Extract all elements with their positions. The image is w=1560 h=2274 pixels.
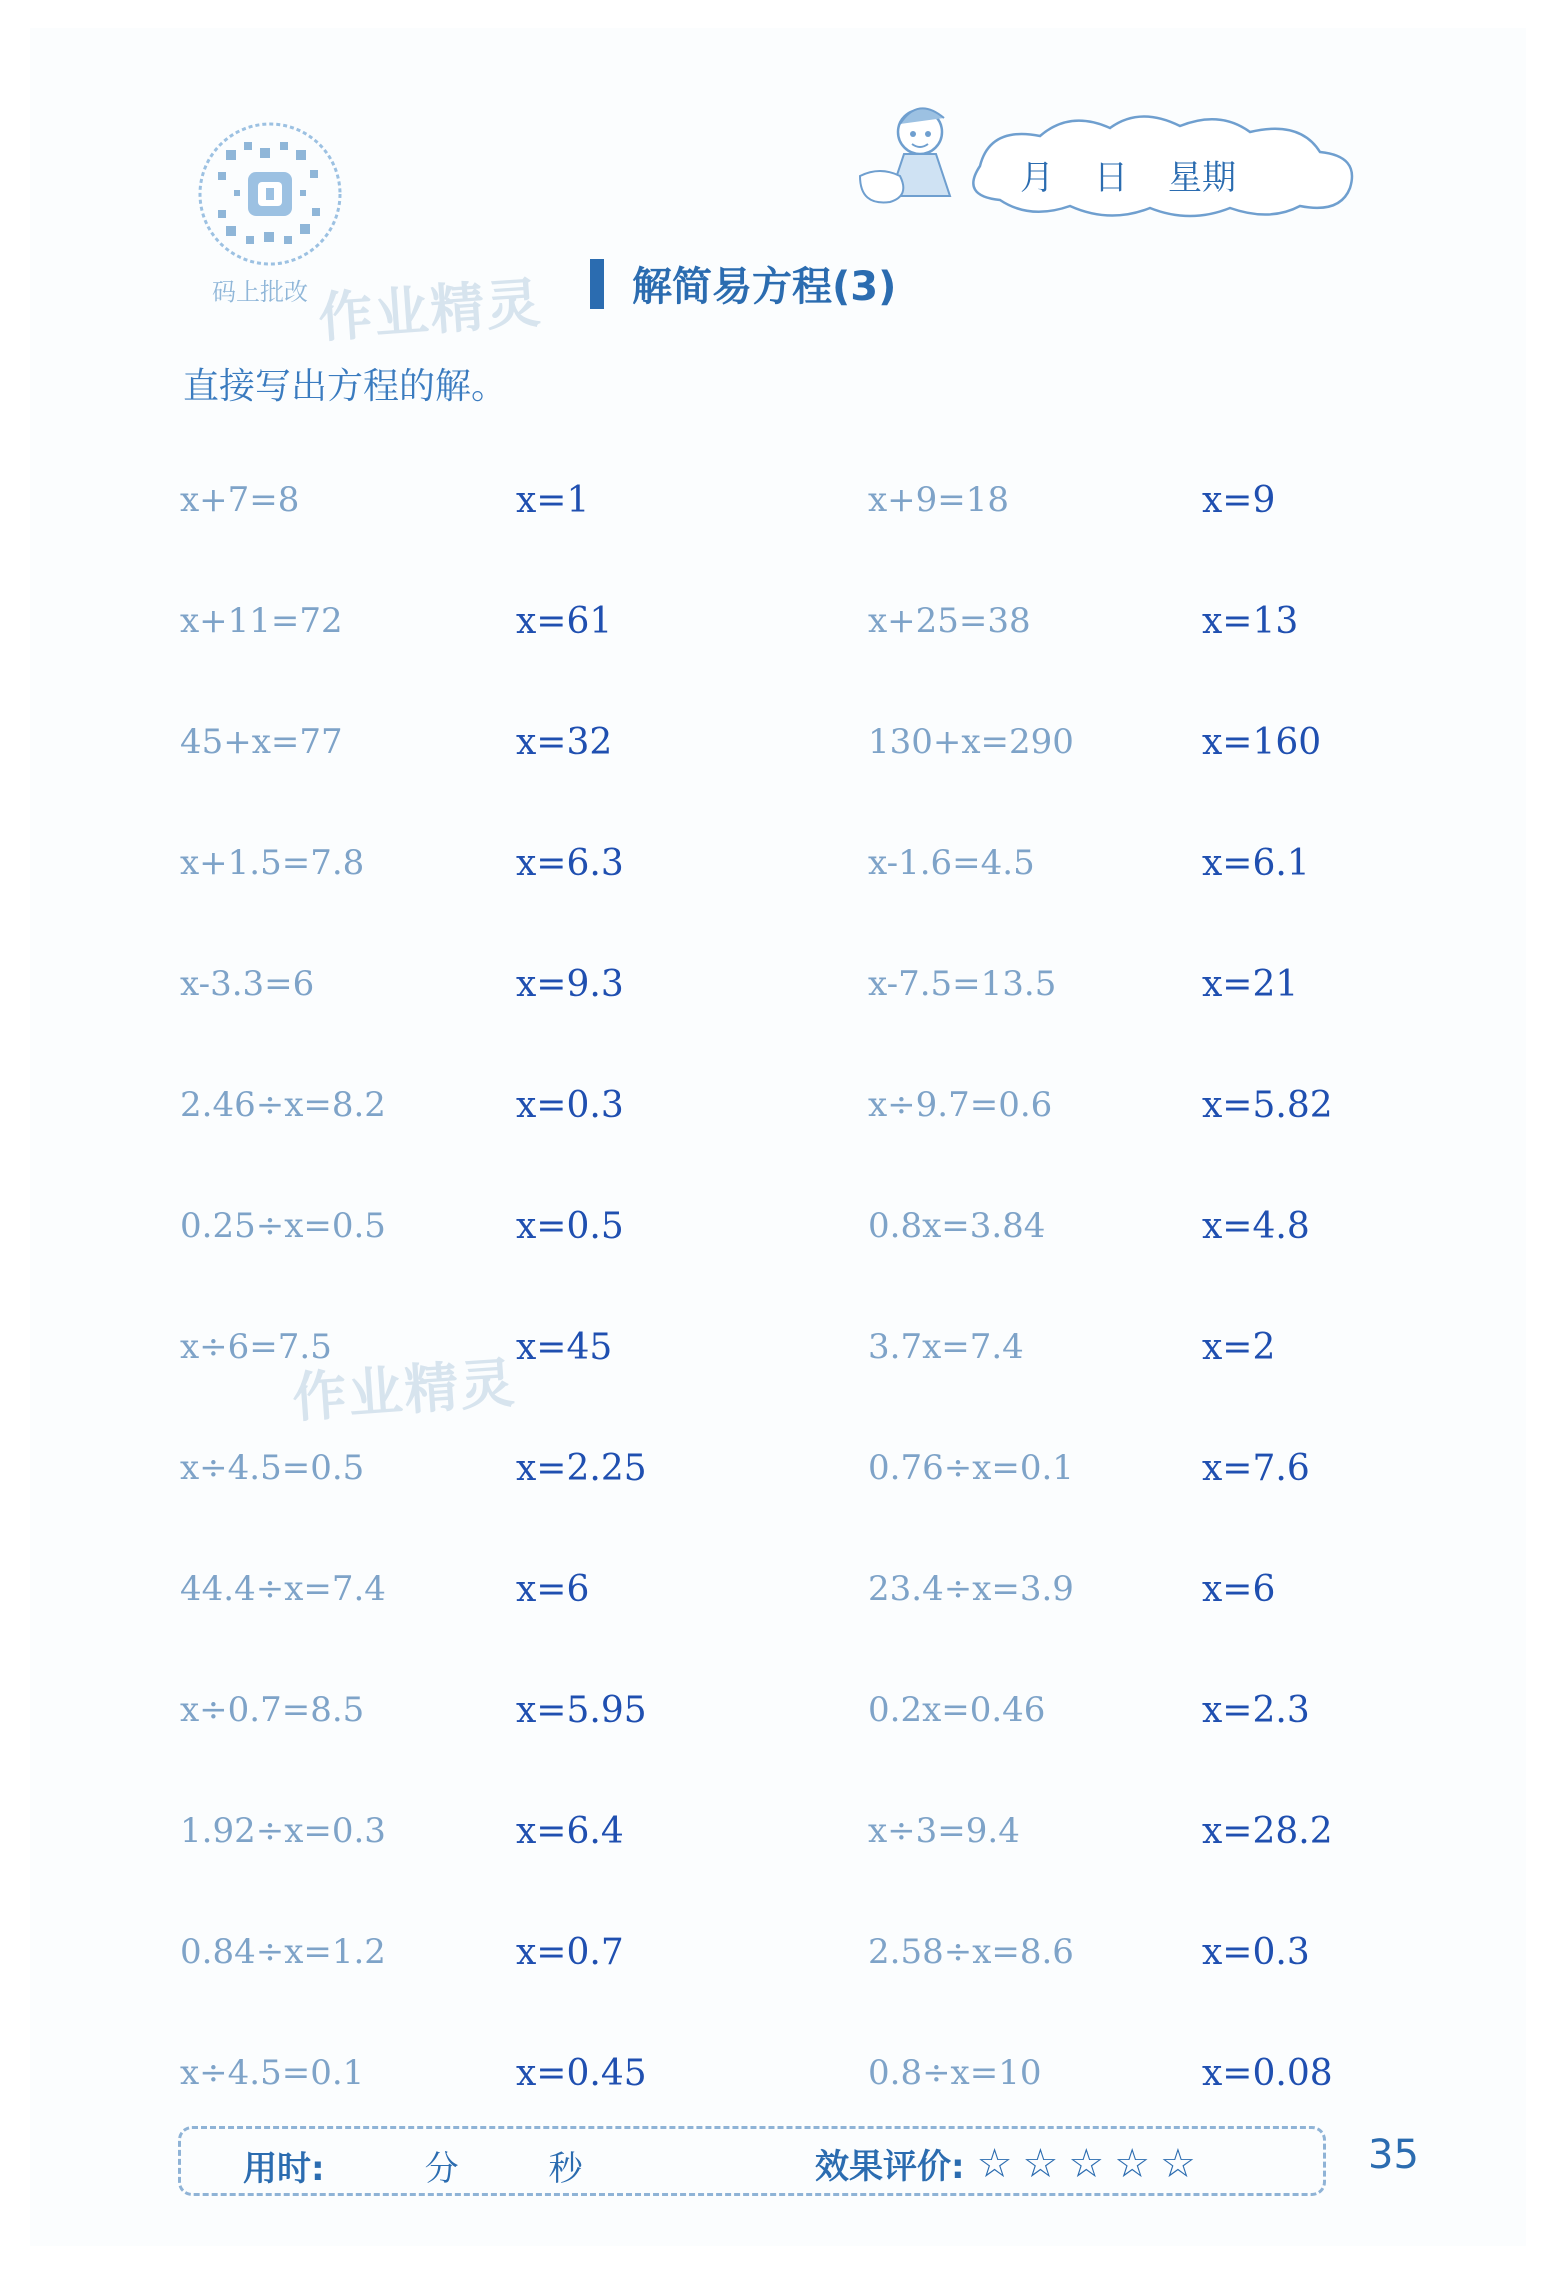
answer: x=6.1 [1202, 843, 1310, 884]
star-icon: ☆☆☆☆☆ [976, 2140, 1206, 2187]
date-weekday: 星期 [1168, 158, 1236, 198]
equation: 44.4÷x=7.4 [180, 1569, 386, 1609]
equation-row [0, 722, 1560, 782]
rating [815, 2139, 1206, 2188]
answer: x=13 [1202, 601, 1299, 642]
date-day: 日 [1094, 158, 1128, 198]
answer: x=1 [516, 480, 590, 521]
answer: x=2.25 [516, 1448, 647, 1489]
answer: x=7.6 [1202, 1448, 1310, 1489]
title-bar [590, 259, 604, 309]
equation-row [0, 1932, 1560, 1992]
equation: x-1.6=4.5 [868, 843, 1035, 883]
time-record [243, 2141, 583, 2190]
equation-row [0, 2053, 1560, 2113]
equation-row [0, 1690, 1560, 1750]
answer: x=6 [1202, 1569, 1276, 1610]
answer: x=2 [1202, 1327, 1276, 1368]
equation: 45+x=77 [180, 722, 343, 762]
equation: 130+x=290 [868, 722, 1074, 762]
answer: x=21 [1202, 964, 1299, 1005]
equation-row [0, 1569, 1560, 1629]
equation: 23.4÷x=3.9 [868, 1569, 1074, 1609]
instruction: 直接写出方程的解。 [183, 366, 508, 407]
watermark: 作业精灵 [316, 271, 545, 350]
answer: x=0.3 [1202, 1932, 1310, 1973]
equation-row [0, 1206, 1560, 1266]
answer: x=6.4 [516, 1811, 624, 1852]
answer: x=6.3 [516, 843, 624, 884]
answer: x=32 [516, 722, 613, 763]
answer: x=45 [516, 1327, 613, 1368]
equation: x÷4.5=0.5 [180, 1448, 365, 1488]
equation: 0.8x=3.84 [868, 1206, 1046, 1246]
equation: x+25=38 [868, 601, 1031, 641]
equation: x-3.3=6 [180, 964, 315, 1004]
equation-row [0, 1811, 1560, 1871]
date-month: 月 [1020, 158, 1054, 198]
qr-caption: 码上批改 [212, 278, 308, 306]
answer: x=61 [516, 601, 613, 642]
answer: x=5.95 [516, 1690, 647, 1731]
answer: x=0.3 [516, 1085, 624, 1126]
date-line [1020, 150, 1236, 199]
answer: x=4.8 [1202, 1206, 1310, 1247]
equation: 3.7x=7.4 [868, 1327, 1024, 1367]
time-label: 用时: [243, 2149, 325, 2189]
answer: x=160 [1202, 722, 1322, 763]
equation-row [0, 1448, 1560, 1508]
equation-row [0, 1085, 1560, 1145]
equation: x+9=18 [868, 480, 1010, 520]
equation: x-7.5=13.5 [868, 964, 1057, 1004]
watermark: 作业精灵 [290, 1351, 519, 1430]
answer: x=0.08 [1202, 2053, 1333, 2094]
qr-code-icon [196, 120, 344, 268]
rating-label: 效果评价: [815, 2147, 965, 2187]
equation: x÷3=9.4 [868, 1811, 1020, 1851]
equation: 2.58÷x=8.6 [868, 1932, 1074, 1972]
equation: x÷9.7=0.6 [868, 1085, 1053, 1125]
equation: x÷0.7=8.5 [180, 1690, 365, 1730]
equation-row [0, 843, 1560, 903]
answer: x=9.3 [516, 964, 624, 1005]
equation: 0.2x=0.46 [868, 1690, 1046, 1730]
footer-box [178, 2126, 1326, 2196]
equation-row [0, 601, 1560, 661]
page-number: 35 [1368, 2132, 1419, 2178]
answer: x=28.2 [1202, 1811, 1333, 1852]
equation: x÷4.5=0.1 [180, 2053, 365, 2093]
equation: 0.84÷x=1.2 [180, 1932, 386, 1972]
equation: 2.46÷x=8.2 [180, 1085, 386, 1125]
answer: x=9 [1202, 480, 1276, 521]
answer: x=0.5 [516, 1206, 624, 1247]
page-title: 解简易方程(3) [632, 264, 897, 310]
answer: x=0.7 [516, 1932, 624, 1973]
answer: x=6 [516, 1569, 590, 1610]
equation: 0.76÷x=0.1 [868, 1448, 1074, 1488]
answer: x=2.3 [1202, 1690, 1310, 1731]
equation: x+11=72 [180, 601, 343, 641]
equation: 1.92÷x=0.3 [180, 1811, 386, 1851]
equation-row [0, 964, 1560, 1024]
answer: x=0.45 [516, 2053, 647, 2094]
minutes-label: 分 [424, 2149, 459, 2189]
equation: x+1.5=7.8 [180, 843, 365, 883]
seconds-label: 秒 [548, 2149, 583, 2189]
equation: 0.8÷x=10 [868, 2053, 1042, 2093]
equation-row [0, 1327, 1560, 1387]
equation: x÷6=7.5 [180, 1327, 332, 1367]
answer: x=5.82 [1202, 1085, 1333, 1126]
equation: 0.25÷x=0.5 [180, 1206, 386, 1246]
equation: x+7=8 [180, 480, 300, 520]
section-title [590, 255, 896, 312]
equation-row [0, 480, 1560, 540]
